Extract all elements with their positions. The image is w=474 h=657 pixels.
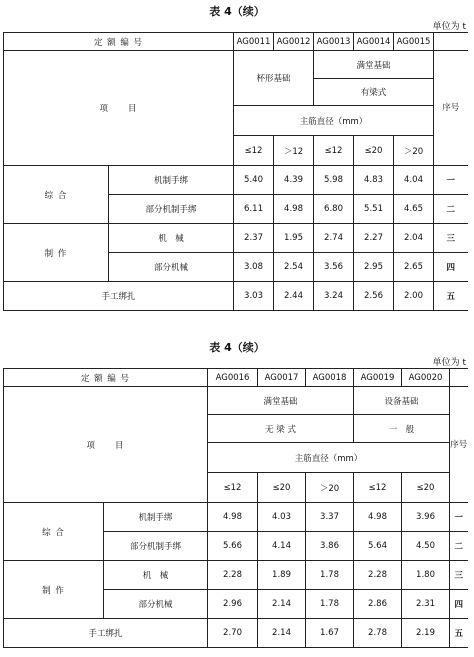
category-label: 综 合 xyxy=(4,503,104,561)
value-cell: 2.56 xyxy=(354,282,394,311)
value-cell: 1.80 xyxy=(402,561,450,590)
quota-code: AG0016 xyxy=(208,369,258,387)
value-cell: 2.19 xyxy=(402,619,450,648)
row-label: 部分机制手绑 xyxy=(109,195,234,224)
diameter-range: ≤12 xyxy=(234,136,274,166)
quota-code: AG0018 xyxy=(306,369,354,387)
quota-code-label: 定 额 编 号 xyxy=(4,33,234,51)
diameter-header: 主筋直径（mm） xyxy=(234,106,434,136)
seq-header-top xyxy=(434,33,468,51)
value-cell: 2.96 xyxy=(208,590,258,619)
diameter-range: ≤12 xyxy=(314,136,354,166)
value-cell: 3.96 xyxy=(402,503,450,532)
seq-number: 三 xyxy=(434,224,468,253)
row-label: 机 械 xyxy=(104,561,208,590)
value-cell: 3.56 xyxy=(314,253,354,282)
table-row xyxy=(4,561,468,590)
table-row xyxy=(4,224,468,253)
group-subheader: 一 般 xyxy=(354,415,450,443)
value-cell: 1.67 xyxy=(306,619,354,648)
group-subheader: 有梁式 xyxy=(314,79,434,106)
category-label: 制 作 xyxy=(4,561,104,619)
seq-number: 四 xyxy=(450,590,468,619)
category-label: 综 合 xyxy=(4,166,109,224)
diameter-range: ≤20 xyxy=(258,473,306,503)
value-cell: 5.51 xyxy=(354,195,394,224)
value-cell: 3.03 xyxy=(234,282,274,311)
value-cell: 2.28 xyxy=(354,561,402,590)
value-cell: 4.65 xyxy=(394,195,434,224)
value-cell: 2.54 xyxy=(274,253,314,282)
group-header: 满堂基础 xyxy=(208,387,354,415)
value-cell: 6.80 xyxy=(314,195,354,224)
value-cell: 2.27 xyxy=(354,224,394,253)
seq-header: 序号 xyxy=(434,51,468,166)
value-cell: 5.40 xyxy=(234,166,274,195)
value-cell: 4.03 xyxy=(258,503,306,532)
item-header: 项 目 xyxy=(4,387,208,503)
category-label: 制 作 xyxy=(4,224,109,282)
value-cell: 2.31 xyxy=(402,590,450,619)
seq-number: 二 xyxy=(434,195,468,224)
group-header: 满堂基础 xyxy=(314,51,434,79)
seq-number: 一 xyxy=(450,503,468,532)
row-label: 机 械 xyxy=(109,224,234,253)
item-header: 项 目 xyxy=(4,51,234,166)
row-label: 机制手绑 xyxy=(109,166,234,195)
diameter-range: ＞12 xyxy=(274,136,314,166)
value-cell: 2.74 xyxy=(314,224,354,253)
quota-code: AG0015 xyxy=(394,33,434,51)
diameter-range: ＞20 xyxy=(394,136,434,166)
table-caption: 表 4（续） xyxy=(209,5,265,18)
diameter-range: ≤20 xyxy=(402,473,450,503)
quota-code: AG0012 xyxy=(274,33,314,51)
value-cell: 4.98 xyxy=(208,503,258,532)
value-cell: 4.14 xyxy=(258,532,306,561)
value-cell: 4.50 xyxy=(402,532,450,561)
seq-number: 五 xyxy=(450,619,468,648)
value-cell: 2.44 xyxy=(274,282,314,311)
quota-table-1 xyxy=(3,32,468,311)
diameter-range: ≤12 xyxy=(208,473,258,503)
value-cell: 4.04 xyxy=(394,166,434,195)
value-cell: 1.78 xyxy=(306,561,354,590)
row-label: 机制手绑 xyxy=(104,503,208,532)
diameter-range: ≤12 xyxy=(354,473,402,503)
value-cell: 3.86 xyxy=(306,532,354,561)
seq-header-top xyxy=(450,369,468,387)
seq-number: 二 xyxy=(450,532,468,561)
value-cell: 2.37 xyxy=(234,224,274,253)
value-cell: 5.66 xyxy=(208,532,258,561)
value-cell: 2.78 xyxy=(354,619,402,648)
seq-number: 四 xyxy=(434,253,468,282)
quota-code: AG0019 xyxy=(354,369,402,387)
row-label: 部分机械 xyxy=(104,590,208,619)
table-caption: 表 4（续） xyxy=(209,341,265,354)
value-cell: 4.83 xyxy=(354,166,394,195)
value-cell: 1.89 xyxy=(258,561,306,590)
quota-code: AG0020 xyxy=(402,369,450,387)
diameter-range: ≤20 xyxy=(354,136,394,166)
table-row xyxy=(4,166,468,195)
diameter-header: 主筋直径（mm） xyxy=(208,443,450,473)
seq-number: 三 xyxy=(450,561,468,590)
quota-code: AG0017 xyxy=(258,369,306,387)
value-cell: 1.78 xyxy=(306,590,354,619)
value-cell: 2.86 xyxy=(354,590,402,619)
row-label: 手工绑扎 xyxy=(4,282,234,311)
value-cell: 5.64 xyxy=(354,532,402,561)
value-cell: 4.39 xyxy=(274,166,314,195)
value-cell: 1.95 xyxy=(274,224,314,253)
value-cell: 5.98 xyxy=(314,166,354,195)
row-label: 部分机制手绑 xyxy=(104,532,208,561)
value-cell: 2.95 xyxy=(354,253,394,282)
table-row xyxy=(4,503,468,532)
seq-header: 序号 xyxy=(450,387,468,503)
quota-code: AG0013 xyxy=(314,33,354,51)
value-cell: 2.28 xyxy=(208,561,258,590)
table-row xyxy=(4,619,468,648)
value-cell: 4.98 xyxy=(274,195,314,224)
value-cell: 2.70 xyxy=(208,619,258,648)
value-cell: 2.04 xyxy=(394,224,434,253)
seq-number: 五 xyxy=(434,282,468,311)
value-cell: 3.37 xyxy=(306,503,354,532)
value-cell: 2.65 xyxy=(394,253,434,282)
quota-code-label: 定 额 编 号 xyxy=(4,369,208,387)
diameter-range: ＞20 xyxy=(306,473,354,503)
value-cell: 3.08 xyxy=(234,253,274,282)
value-cell: 2.14 xyxy=(258,590,306,619)
quota-code: AG0011 xyxy=(234,33,274,51)
value-cell: 2.00 xyxy=(394,282,434,311)
unit-label: 单位为 t xyxy=(432,22,466,32)
seq-number: 一 xyxy=(434,166,468,195)
unit-label: 单位为 t xyxy=(432,358,466,368)
value-cell: 4.98 xyxy=(354,503,402,532)
row-label: 部分机械 xyxy=(109,253,234,282)
row-label: 手工绑扎 xyxy=(4,619,208,648)
value-cell: 2.14 xyxy=(258,619,306,648)
value-cell: 6.11 xyxy=(234,195,274,224)
quota-code: AG0014 xyxy=(354,33,394,51)
group-subheader: 无 梁 式 xyxy=(208,415,354,443)
group-header: 设备基础 xyxy=(354,387,450,415)
quota-table-2 xyxy=(3,368,468,648)
value-cell: 3.24 xyxy=(314,282,354,311)
group-header: 杯形基础 xyxy=(234,51,314,106)
table-row xyxy=(4,282,468,311)
